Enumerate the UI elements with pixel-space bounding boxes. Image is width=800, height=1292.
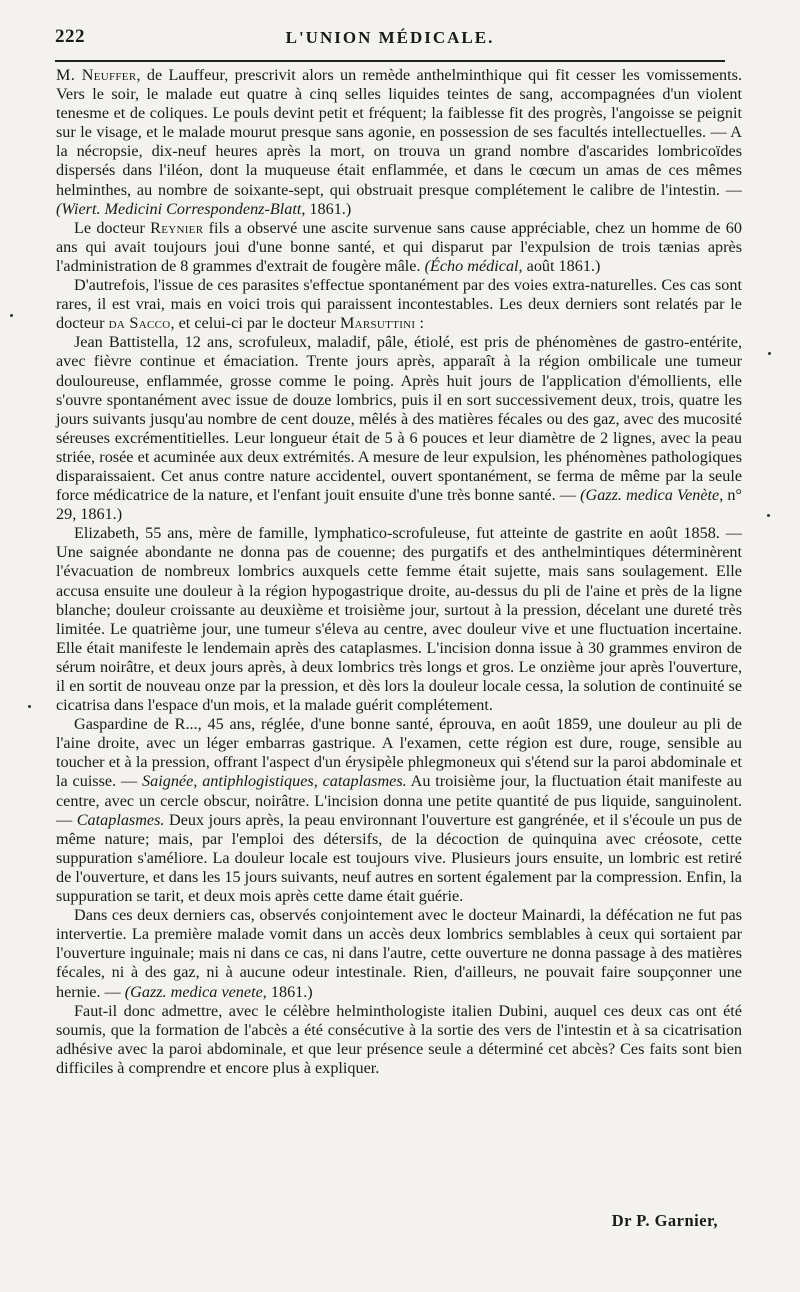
paragraph-text: Dans ces deux derniers cas, observés conjointement avec le docteur Mainardi, la défécation ne fut pas intervertie. La première malade vomit dans un accès deux lombrics semblables à ceux qui sortaient par l'ouverture inguinale; mais ni dans ce cas, ni dans l'autre, cette ouverture ne donna passage à des matières fécales, ni à des gaz, ni à aucune odeur intestinale. Rien, d'ailleurs, ne pouvait faire soupçonner une hernie. — bbox=[56, 906, 742, 1001]
journal-title: L'UNION MÉDICALE. bbox=[285, 28, 495, 47]
print-speck bbox=[10, 314, 13, 317]
citation-tail: , n° 29, 1861.) bbox=[56, 486, 742, 524]
paragraph-conclusion bbox=[56, 1002, 742, 1078]
print-speck bbox=[28, 705, 31, 708]
paragraph-case-elizabeth bbox=[56, 524, 742, 715]
paragraph-text: , et celui-ci par le docteur bbox=[170, 314, 340, 333]
paragraph-text: : bbox=[415, 314, 424, 333]
author-signature: Dr P. Garnier, bbox=[611, 1211, 718, 1230]
running-head bbox=[55, 24, 725, 50]
paragraph-text: Gaspardine de R..., 45 ans, réglée, d'une bonne santé, éprouva, en août 1859, une douleur au pli de l'aine droite, avec un léger embarras gastrique. A l'examen, cette région est dure, rouge, sensible au toucher et à la pression, offrant l'aspect d'un érysipèle phlegmoneux qui s'étend sur la paroi abdominale et la cuisse. — bbox=[56, 715, 742, 791]
paragraph-text: , de Lauffeur, prescrivit alors un remède anthelminthique qui fit cesser les vomissements. Vers le soir, le malade eut quatre à cinq selles liquides teintes de sang, accompagnées d'un violent tenesme et de coliques. Le pouls devint petit et fréquent; la faiblesse fit des progrès, l'angoisse se peignit sur le visage, et le malade mourut presque sans agonie, en possession de ses facultés intellectuelles. — A la nécropsie, dix-neuf heures après la mort, on trouva un grand nombre d'ascarides lombricoïdes dispersés dans l'iléon, dont la muqueuse était enflammée, et dans le cœcum un amas de ces mêmes helminthes, au nombre de soixante-sept, qui obstruait presque complétement le calibre de l'intestin. — bbox=[56, 66, 742, 199]
source-citation: (Gazz. medica Venète bbox=[580, 486, 720, 505]
source-citation: (Écho médical, bbox=[424, 256, 523, 275]
author-name: Marsuttini bbox=[339, 314, 416, 333]
paragraph-text: Elizabeth, 55 ans, mère de famille, lymphatico-scrofuleuse, fut atteinte de gastrite en août 1858. — Une saignée abondante ne donna pas de couenne; des purgatifs et des anthelmintiques déterminèrent l'évacuation de nombreux lombrics auxquels cette femme était sujette, mais sans soulagement. Elle accusa ensuite une douleur à la région hypogastrique droite, au-dessus du pli de l'aine et près de la ligne blanche; douleur croissante au deuxième et troisième jour, surtout à la pression, décelant une dureté très limitée. Le quatrième jour, une tumeur s'éleva au centre, avec douleur vive et une fluctuation incertaine. Elle était manifeste le lendemain après des cataplasmes. L'incision donna issue à 30 grammes environ de sérum noirâtre, et deux jours après, à deux lombrics très longs et gros. Le onzième jour après l'ouverture, il en sortit de nouveau onze par la pression, et dès lors la douleur locale cessa, la solution de continuité se cicatrisa dans l'espace d'un mois, et la malade guérit complétement. bbox=[56, 524, 742, 715]
paragraph-discussion bbox=[56, 906, 742, 1001]
paragraph-reynier bbox=[56, 219, 742, 276]
treatment-note: Saignée, antiphlogistiques, cataplasmes. bbox=[142, 772, 407, 791]
article-body bbox=[56, 66, 742, 1078]
source-citation: (Wiert. Medicini Correspondenz-Blatt bbox=[56, 199, 302, 218]
paragraph-case-gaspardine bbox=[56, 715, 742, 906]
author-name: Reynier bbox=[150, 218, 204, 237]
author-name: da Sacco bbox=[108, 314, 171, 333]
header-rule bbox=[55, 60, 725, 62]
paragraph-text: fils a observé une ascite survenue sans cause appréciable, chez un homme de 60 ans qui avait toujours joui d'une bonne santé, et qui disparut par l'expulsion de trois tænias après l'administration de 8 grammes d'extrait de fougère mâle. bbox=[56, 218, 742, 275]
print-speck bbox=[768, 352, 771, 355]
paragraph-text: Deux jours après, la peau environnant l'ouverture est gangrénée, et il s'écoule un pus de même nature; mais, par l'emploi des détersifs, de la décoction de quinquina avec créosote, cette suppuration s'améliore. La douleur locale est toujours vive. Plusieurs jours ensuite, un lombric est retiré de l'ouverture, et dans les 15 jours suivants, neuf autres en sortent également par la compression. Enfin, la suppuration se tarit, et deux mois après cette dame était guérie. bbox=[56, 810, 742, 906]
paragraph-text: D'autrefois, l'issue de ces parasites s'effectue spontanément par des voies extra-naturelles. Ces cas sont rares, il est vrai, mais en voici trois qui paraissent incontestables. Les deux derniers sont relatés par le docteur bbox=[56, 276, 742, 333]
paragraph-case-battistella bbox=[56, 333, 742, 524]
paragraph-text: Au troisième jour, la fluctuation était manifeste au centre, avec un cercle obscur, noirâtre. L'incision donna une petite quantité de pus liquide, sanguinolent. — bbox=[56, 772, 742, 829]
paragraph-text: Faut-il donc admettre, avec le célèbre helminthologiste italien Dubini, auquel ces deux cas ont été soumis, que la formation de l'abcès a été consécutive à la sortie des vers de l'intestin et à sa cicatrisation adhésive avec la paroi abdominale, et que leur présence seule a déterminé cet abcès? Ces faits sont bien difficiles à comprendre et encore plus à expliquer. bbox=[56, 1001, 742, 1077]
print-speck bbox=[767, 514, 770, 517]
treatment-note: Cataplasmes. bbox=[76, 810, 165, 829]
paragraph-intro-cases bbox=[56, 276, 742, 333]
paragraph-text: Jean Battistella, 12 ans, scrofuleux, maladif, pâle, étiolé, est pris de phénomènes de gastro-entérite, avec fièvre continue et émaciation. Trente jours après, apparaît à la région ombilicale une tumeur douloureuse, enflammée, grosse comme le poing. Après huit jours de l'application d'émollients, elle s'ouvre spontanément avec issue de douze lombrics, puis il en sort successivement deux, trois, quatre les jours suivants jusqu'au nombre de cent douze, mêlés à des matières fécales ou des gaz, avec des mucosité séreuses excrémentitielles. Leur longueur était de 5 à 6 pouces et leur diamètre de 2 lignes, avec la peau striée, rosée et acuminée aux deux extrémités. A mesure de leur expulsion, les phénomènes pathologiques disparaissaient. Cet anus contre nature accidentel, ouvert spontanément, se ferma de même par la seule force médicatrice de la nature, et l'enfant jouit ensuite d'une très bonne santé. — bbox=[56, 333, 742, 505]
paragraph-text: Le docteur bbox=[74, 218, 151, 237]
citation-tail: août 1861.) bbox=[522, 256, 601, 275]
paragraph-neuffer bbox=[56, 66, 742, 219]
citation-tail: , 1861.) bbox=[262, 982, 313, 1001]
author-name: M. Neuffer bbox=[56, 66, 137, 84]
source-citation: (Gazz. medica venete bbox=[124, 982, 263, 1001]
citation-tail: , 1861.) bbox=[301, 199, 352, 218]
page-number: 222 bbox=[55, 26, 85, 47]
